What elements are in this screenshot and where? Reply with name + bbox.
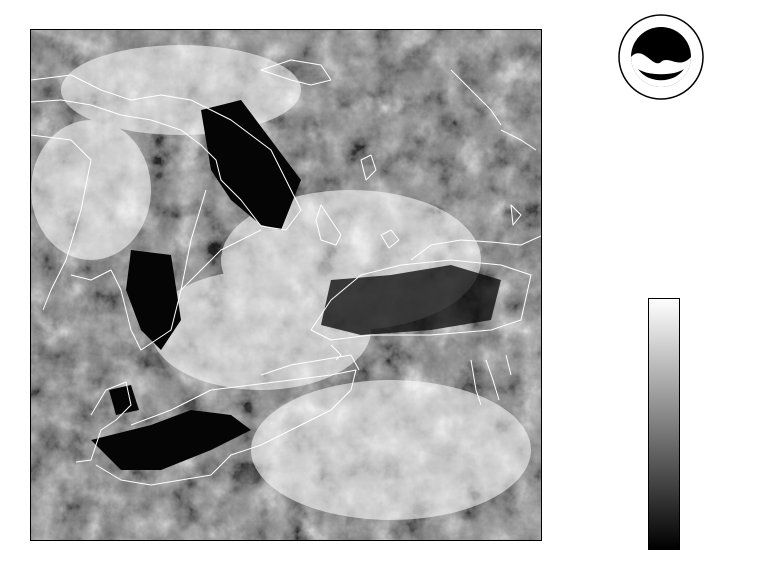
- satellite-image-map: [30, 29, 542, 541]
- noaa-logo: [618, 14, 704, 100]
- cloud-imagery: [31, 30, 542, 541]
- reflectance-colorbar: [648, 298, 680, 550]
